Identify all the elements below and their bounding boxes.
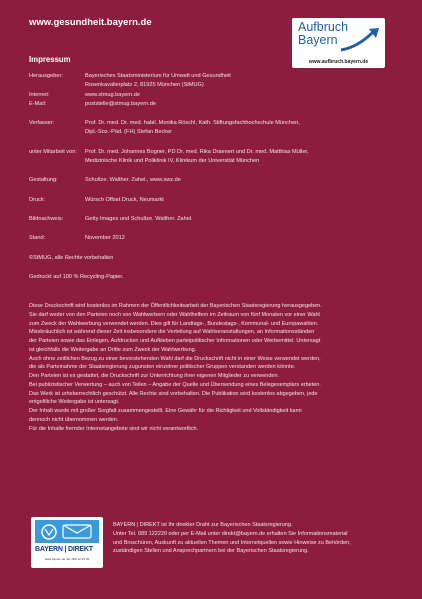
collab-line2: Medizinische Klinik und Poliklinik IV, Klinikum der Universität München	[85, 158, 260, 165]
disclaimer-line: Missbräuchlich ist während dieser Zeit insbesondere die Verteilung auf Wahlveranstaltungen, an Informationsständen	[29, 329, 315, 336]
print-row	[29, 196, 399, 205]
collab-row	[29, 148, 399, 167]
images-label: Bildnachweis:	[29, 215, 64, 222]
disclaimer-line: entgeltliche Weitergabe ist untersagt.	[29, 399, 120, 406]
design-value: Schultze. Walther. Zahel., www.swz.de	[85, 177, 181, 184]
bayern-direkt-logo	[31, 517, 103, 568]
date-row	[29, 234, 399, 243]
disclaimer-line: zum Zweck der Wahlwerbung verwendet werden. Dies gilt für Landtags-, Bundestags-, Kommunal- und Europawahlen.	[29, 320, 319, 327]
authors-line1: Prof. Dr. med. Dr. med. habil. Monika Röschl, Kath. Stiftungsfachhochschule München,	[85, 120, 300, 127]
authors-line2: Dipl.-Soz.-Päd. (FH) Stefan Becker	[85, 129, 173, 136]
design-row	[29, 176, 399, 185]
publisher-label: Herausgeber:	[29, 73, 63, 79]
email-link[interactable]: poststelle@stmug.bayern.de	[85, 100, 156, 107]
disclaimer-line: Sie darf weder von den Parteien noch von Wahlwerbern oder Wahlhelfern im Zeitraum von fünf Monaten vor einer Wahl	[29, 311, 320, 318]
info-line: und Broschüren, Auskunft zu aktuellen Themen und Internetquellen sowie Hinweise zu Behörden,	[113, 539, 351, 546]
logo-title: Aufbruch Bayern	[298, 20, 349, 47]
disclaimer-line: Auch ohne zeitlichen Bezug zu einer bevorstehenden Wahl darf die Druckschrift nicht in einer Weise verwendet werden,	[29, 355, 321, 362]
aufbruch-bayern-logo	[292, 18, 385, 68]
bayern-direkt-wordmark: BAYERN | DIREKT	[35, 546, 93, 553]
publisher-line2: Rosenkavalierplatz 2, 81925 München (StMUG)	[85, 82, 204, 89]
authors-label: Verfasser:	[29, 120, 55, 127]
bayern-direkt-info	[113, 521, 403, 556]
bayern-direkt-contact: www.bayern.de Tel. 089 12 22 20	[44, 557, 90, 561]
disclaimer-line: Der Inhalt wurde mit großer Sorgfalt zusammengestellt. Eine Gewähr für die Richtigkeit und Vollständigkeit kann	[29, 408, 302, 414]
info-line: Unter Tel. 089 122220 oder per E-Mail unter direkt@bayern.de erhalten Sie Informationsmaterial	[113, 530, 348, 537]
print-label: Druck:	[29, 196, 46, 203]
authors-row	[29, 119, 399, 138]
publisher-row	[29, 72, 399, 91]
disclaimer-block	[29, 302, 401, 433]
phone-globe-icon	[35, 520, 99, 543]
collab-label: unter Mitarbeit von:	[29, 148, 77, 155]
internet-link[interactable]: www.stmug.bayern.de	[85, 91, 141, 98]
publisher-line1: Bayerisches Staatsministerium für Umwelt und Gesundheit	[85, 73, 231, 79]
disclaimer-line: ist gleichfalls die Weitergabe an Dritte zum Zweck der Wahlwerbung.	[29, 346, 197, 353]
disclaimer-line: der Parteien sowie das Einlegen, Aufdrucken und Aufkleben parteipolitischer Informationen oder Werbemittel. Untersagt	[29, 338, 321, 344]
date-value: November 2012	[85, 235, 125, 242]
email-label: E-Mail:	[29, 100, 47, 107]
disclaimer-line: dennoch nicht übernommen werden.	[29, 416, 119, 423]
collab-line1: Prof. Dr. med. Johannes Bogner, PD Dr. med. Rika Draenert und Dr. med. Matthias Müller,	[85, 148, 309, 155]
date-label: Stand:	[29, 235, 46, 242]
disclaimer-line: Das Werk ist urheberrechtlich geschützt. Alle Rechte sind vorbehalten. Die Publikation wird kostenlos abgegeben, jede	[29, 390, 318, 397]
email-row	[29, 100, 399, 109]
print-value: Würsch Offset Druck, Neumarkt	[85, 196, 164, 203]
imprint-block	[29, 72, 399, 282]
bayern-direkt-graphic	[35, 520, 99, 543]
rights-notice: ©StMUG, alle Rechte vorbehalten	[29, 254, 114, 261]
images-row	[29, 215, 399, 224]
info-line: zuständigen Stellen und Ansprechpartnern bei der Bayerischen Staatsregierung.	[113, 548, 309, 555]
arrow-icon	[339, 26, 381, 52]
page-title: Impressum	[29, 55, 71, 64]
site-url[interactable]: www.gesundheit.bayern.de	[29, 17, 152, 28]
disclaimer-line: Für die Inhalte fremder Internetangebote sind wir nicht verantwortlich.	[29, 425, 199, 432]
internet-label: Internet:	[29, 91, 50, 98]
info-line: BAYERN | DIREKT ist Ihr direkter Draht zur Bayerischen Staatsregierung.	[113, 522, 293, 528]
design-label: Gestaltung:	[29, 177, 58, 184]
disclaimer-line: Bei publizistischer Verwertung – auch von Teilen – Angabe der Quelle und Übersendung eines Belegexemplars erbeten.	[29, 381, 321, 388]
logo-url: www.aufbruch.bayern.de	[308, 59, 369, 65]
images-value: Getty Images und Schultze. Walther. Zahel.	[85, 215, 193, 222]
internet-row	[29, 91, 399, 100]
disclaimer-line: die als Parteinahme der Staatsregierung zugunsten einzelner politischer Gruppen verstanden werden könnte.	[29, 364, 296, 371]
disclaimer-line: Den Parteien ist es gestattet, die Druckschrift zur Unterrichtung ihrer eigenen Mitglieder zu verwenden.	[29, 373, 280, 379]
disclaimer-line: Diese Druckschrift wird kostenlos im Rahmen der Öffentlichkeitsarbeit der Bayerischen Staatsregierung herausgegeben.	[29, 303, 322, 309]
paper-notice: Gedruckt auf 100 % Recycling-Papier.	[29, 273, 124, 280]
